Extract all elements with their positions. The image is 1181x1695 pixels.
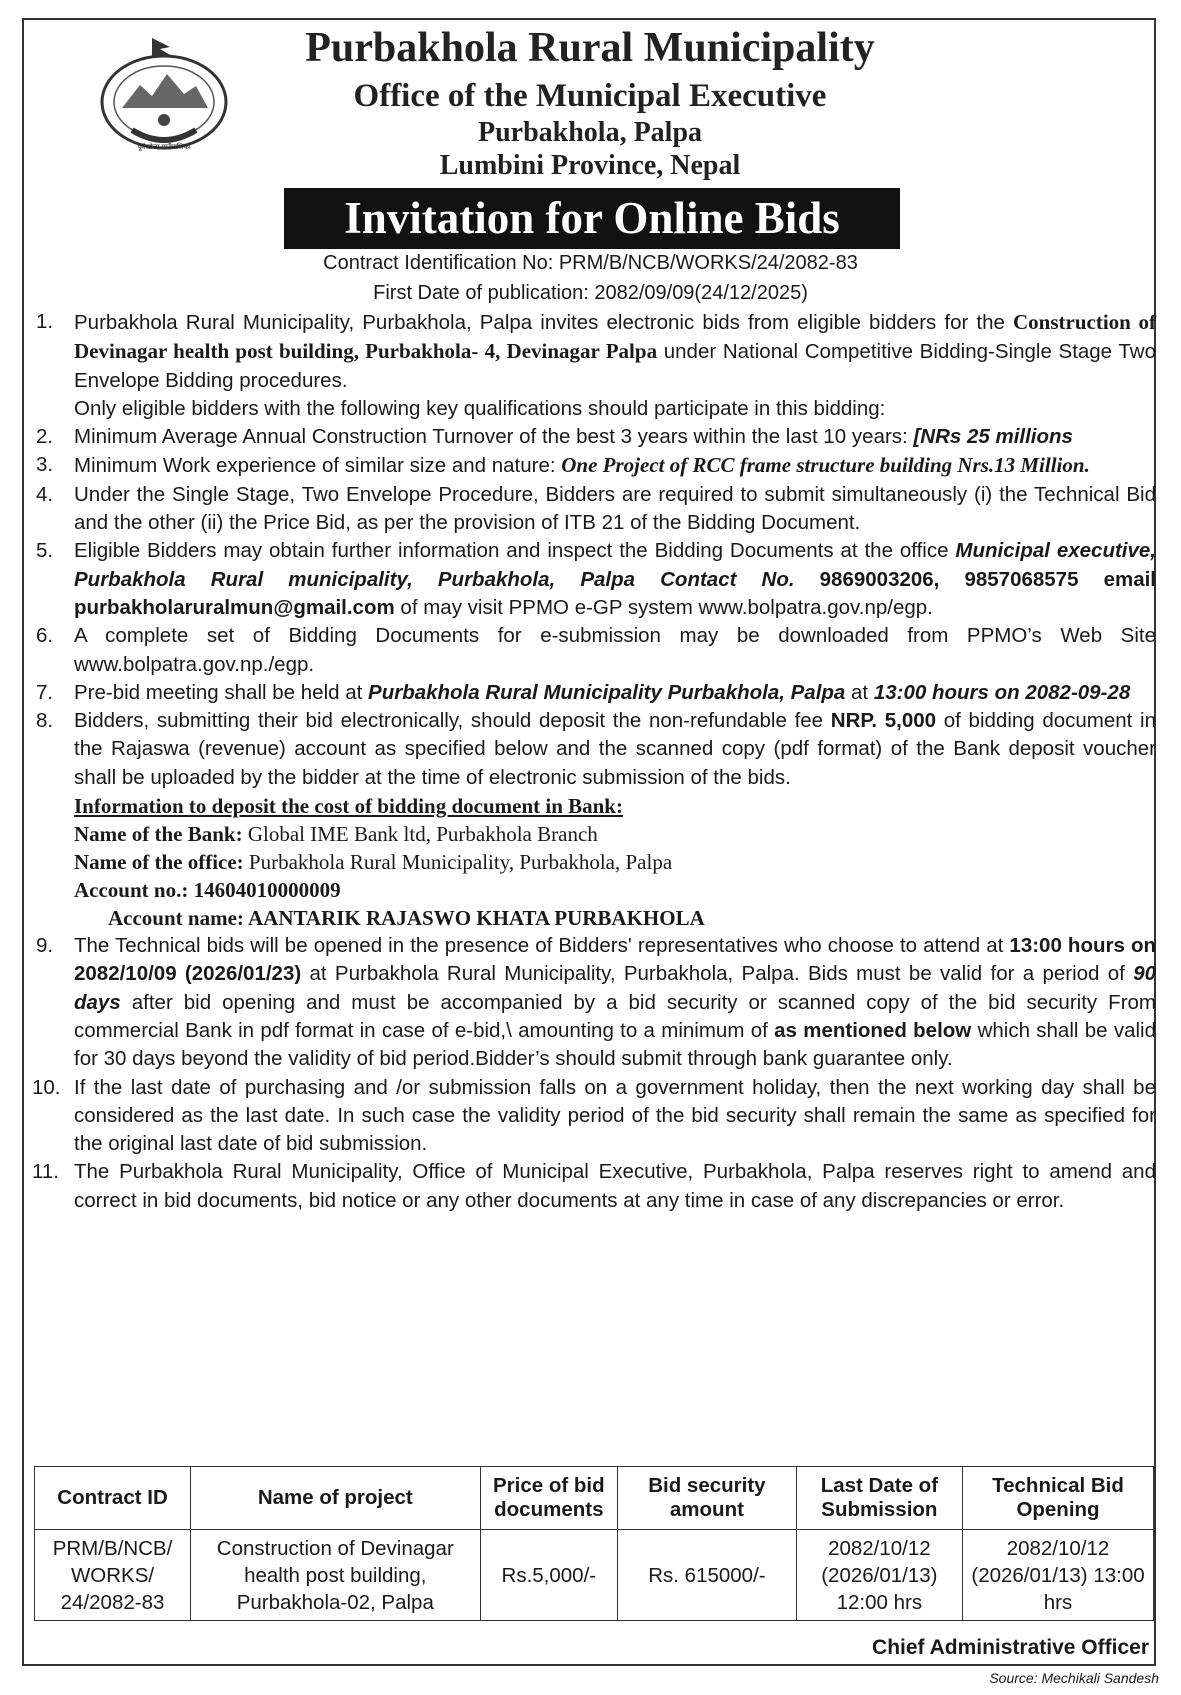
cell-security: Rs. 615000/- <box>618 1530 797 1621</box>
notice-items <box>32 308 1157 1215</box>
list-item: 4. Under the Single Stage, Two Envelope Procedure, Bidders are required to submit simultaneously (i) the Technical Bid and the other (ii) the Price Bid, as per the provision of ITB 21 of the Bidding Document. <box>36 482 1156 535</box>
list-item: 6. A complete set of Bidding Documents for e-submission may be downloaded from PPMO’s Web Site www.bolpatra.gov.np./egp. <box>36 624 1156 676</box>
list-item: 7. Pre-bid meeting shall be held at Purbakhola Rural Municipality Purbakhola, Palpa at 13:00 hours on 2082-09-28 <box>36 680 1131 704</box>
header-opening: Technical Bid Opening <box>963 1467 1154 1530</box>
cell-opening: 2082/10/12 (2026/01/13) 13:00 hrs <box>963 1530 1154 1621</box>
office-title: Office of the Municipal Executive <box>353 78 827 114</box>
header-project-name: Name of project <box>191 1467 481 1530</box>
source-credit: Source: Mechikali Sandesh <box>989 1670 1159 1686</box>
list-item: 2. Minimum Average Annual Construction Turnover of the best 3 years within the last 10 years: [NRs 25 millions <box>36 425 1073 449</box>
account-name: Account name: AANTARIK RAJASWO KHATA PURBAKHOLA <box>108 906 705 931</box>
list-item: 9. The Technical bids will be opened in the presence of Bidders' representatives who choose to attend at 13:00 hours on 2082/10/09 (2026/01/23) at Purbakhola Rural Municipality, Purbakhola, Palpa. Bids must be valid for a period of 90 days after bid opening and must be accompanied by a bid security or scanned copy of the bid security From commercial Bank in pdf format in case of e-bid,\ amounting to a minimum of as mentioned below which shall be valid for 30 days beyond the validity of bid period.Bidder’s should submit through bank guarantee only. <box>36 934 1157 1071</box>
header-last-date: Last Date of Submission <box>796 1467 962 1530</box>
qualification-intro: Only eligible bidders with the following key qualifications should participate in this bidding: <box>74 396 886 420</box>
bid-table <box>34 1466 1154 1621</box>
bank-info-heading: Information to deposit the cost of bidding document in Bank: <box>74 794 623 819</box>
province-line: Lumbini Province, Nepal <box>439 150 741 181</box>
location-line: Purbakhola, Palpa <box>477 117 703 148</box>
publication-date-line: First Date of publication: 2082/09/09(24/12/2025) <box>373 282 808 304</box>
list-item: 10. If the last date of purchasing and /or submission falls on a government holiday, then the next working day shall be considered as the last date. In such case the validity period of the bid security shall remain the same as specified for the original last date of bid submission. <box>32 1075 1156 1156</box>
header-price: Price of bid documents <box>480 1467 618 1530</box>
office-name-line: Name of the office: Purbakhola Rural Municipality, Purbakhola, Palpa <box>74 850 673 875</box>
list-item: 11. The Purbakhola Rural Municipality, Office of Municipal Executive, Purbakhola, Palpa reserves right to amend and correct in bid documents, bid notice or any other documents at any time in case of any discrepancies or error. <box>32 1160 1156 1212</box>
header-contract-id: Contract ID <box>35 1467 191 1530</box>
header-security: Bid security amount <box>618 1467 797 1530</box>
list-item: 1. Purbakhola Rural Municipality, Purbakhola, Palpa invites electronic bids from eligible bidders for the Construction of Devinagar health post building, Purbakhola- 4, Devinagar Palpa under National Competitive Bidding-Single Stage Two Envelope Bidding procedures. <box>36 310 1156 392</box>
account-number: Account no.: 14604010000009 <box>74 878 341 903</box>
contract-id-line: Contract Identification No: PRM/B/NCB/WORKS/24/2082-83 <box>323 252 858 274</box>
nepal-emblem-icon <box>92 30 237 155</box>
notice-banner: Invitation for Online Bids <box>284 188 900 249</box>
svg-text:पूर्वखोला गाउँपालिका: पूर्वखोला गाउँपालिका <box>137 143 191 151</box>
cell-contract-id: PRM/B/NCB/ WORKS/ 24/2082-83 <box>35 1530 191 1621</box>
table-row <box>35 1530 1154 1621</box>
bank-name-line: Name of the Bank: Global IME Bank ltd, Purbakhola Branch <box>74 822 598 847</box>
cell-price: Rs.5,000/- <box>480 1530 618 1621</box>
list-item: 5. Eligible Bidders may obtain further information and inspect the Bidding Documents at the office Municipal executive, Purbakhola Rural municipality, Purbakhola, Palpa Contact No. 9869003206, 9857068575 email purbakholaruralmun@gmail.com of may visit PPMO e-GP system www.bolpatra.gov.np/egp. <box>36 539 1157 619</box>
bank-info <box>36 792 1156 932</box>
signatory: Chief Administrative Officer <box>872 1636 1149 1659</box>
cell-last-date: 2082/10/12 (2026/01/13) 12:00 hrs <box>796 1530 962 1621</box>
cell-project-name: Construction of Devinagar health post building, Purbakhola-02, Palpa <box>191 1530 481 1621</box>
table-header-row <box>35 1467 1154 1530</box>
municipality-title: Purbakhola Rural Municipality <box>305 25 875 71</box>
list-item: 8. Bidders, submitting their bid electronically, should deposit the non-refundable fee NRP. 5,000 of bidding document in the Rajaswa (revenue) account as specified below and the scanned copy (pdf format) of the Bank deposit voucher shall be uploaded by the bidder at the time of electronic submission of the bids. <box>36 709 1157 789</box>
list-item: 3. Minimum Work experience of similar size and nature: One Project of RCC frame structure building Nrs.13 Million. <box>36 453 1090 478</box>
